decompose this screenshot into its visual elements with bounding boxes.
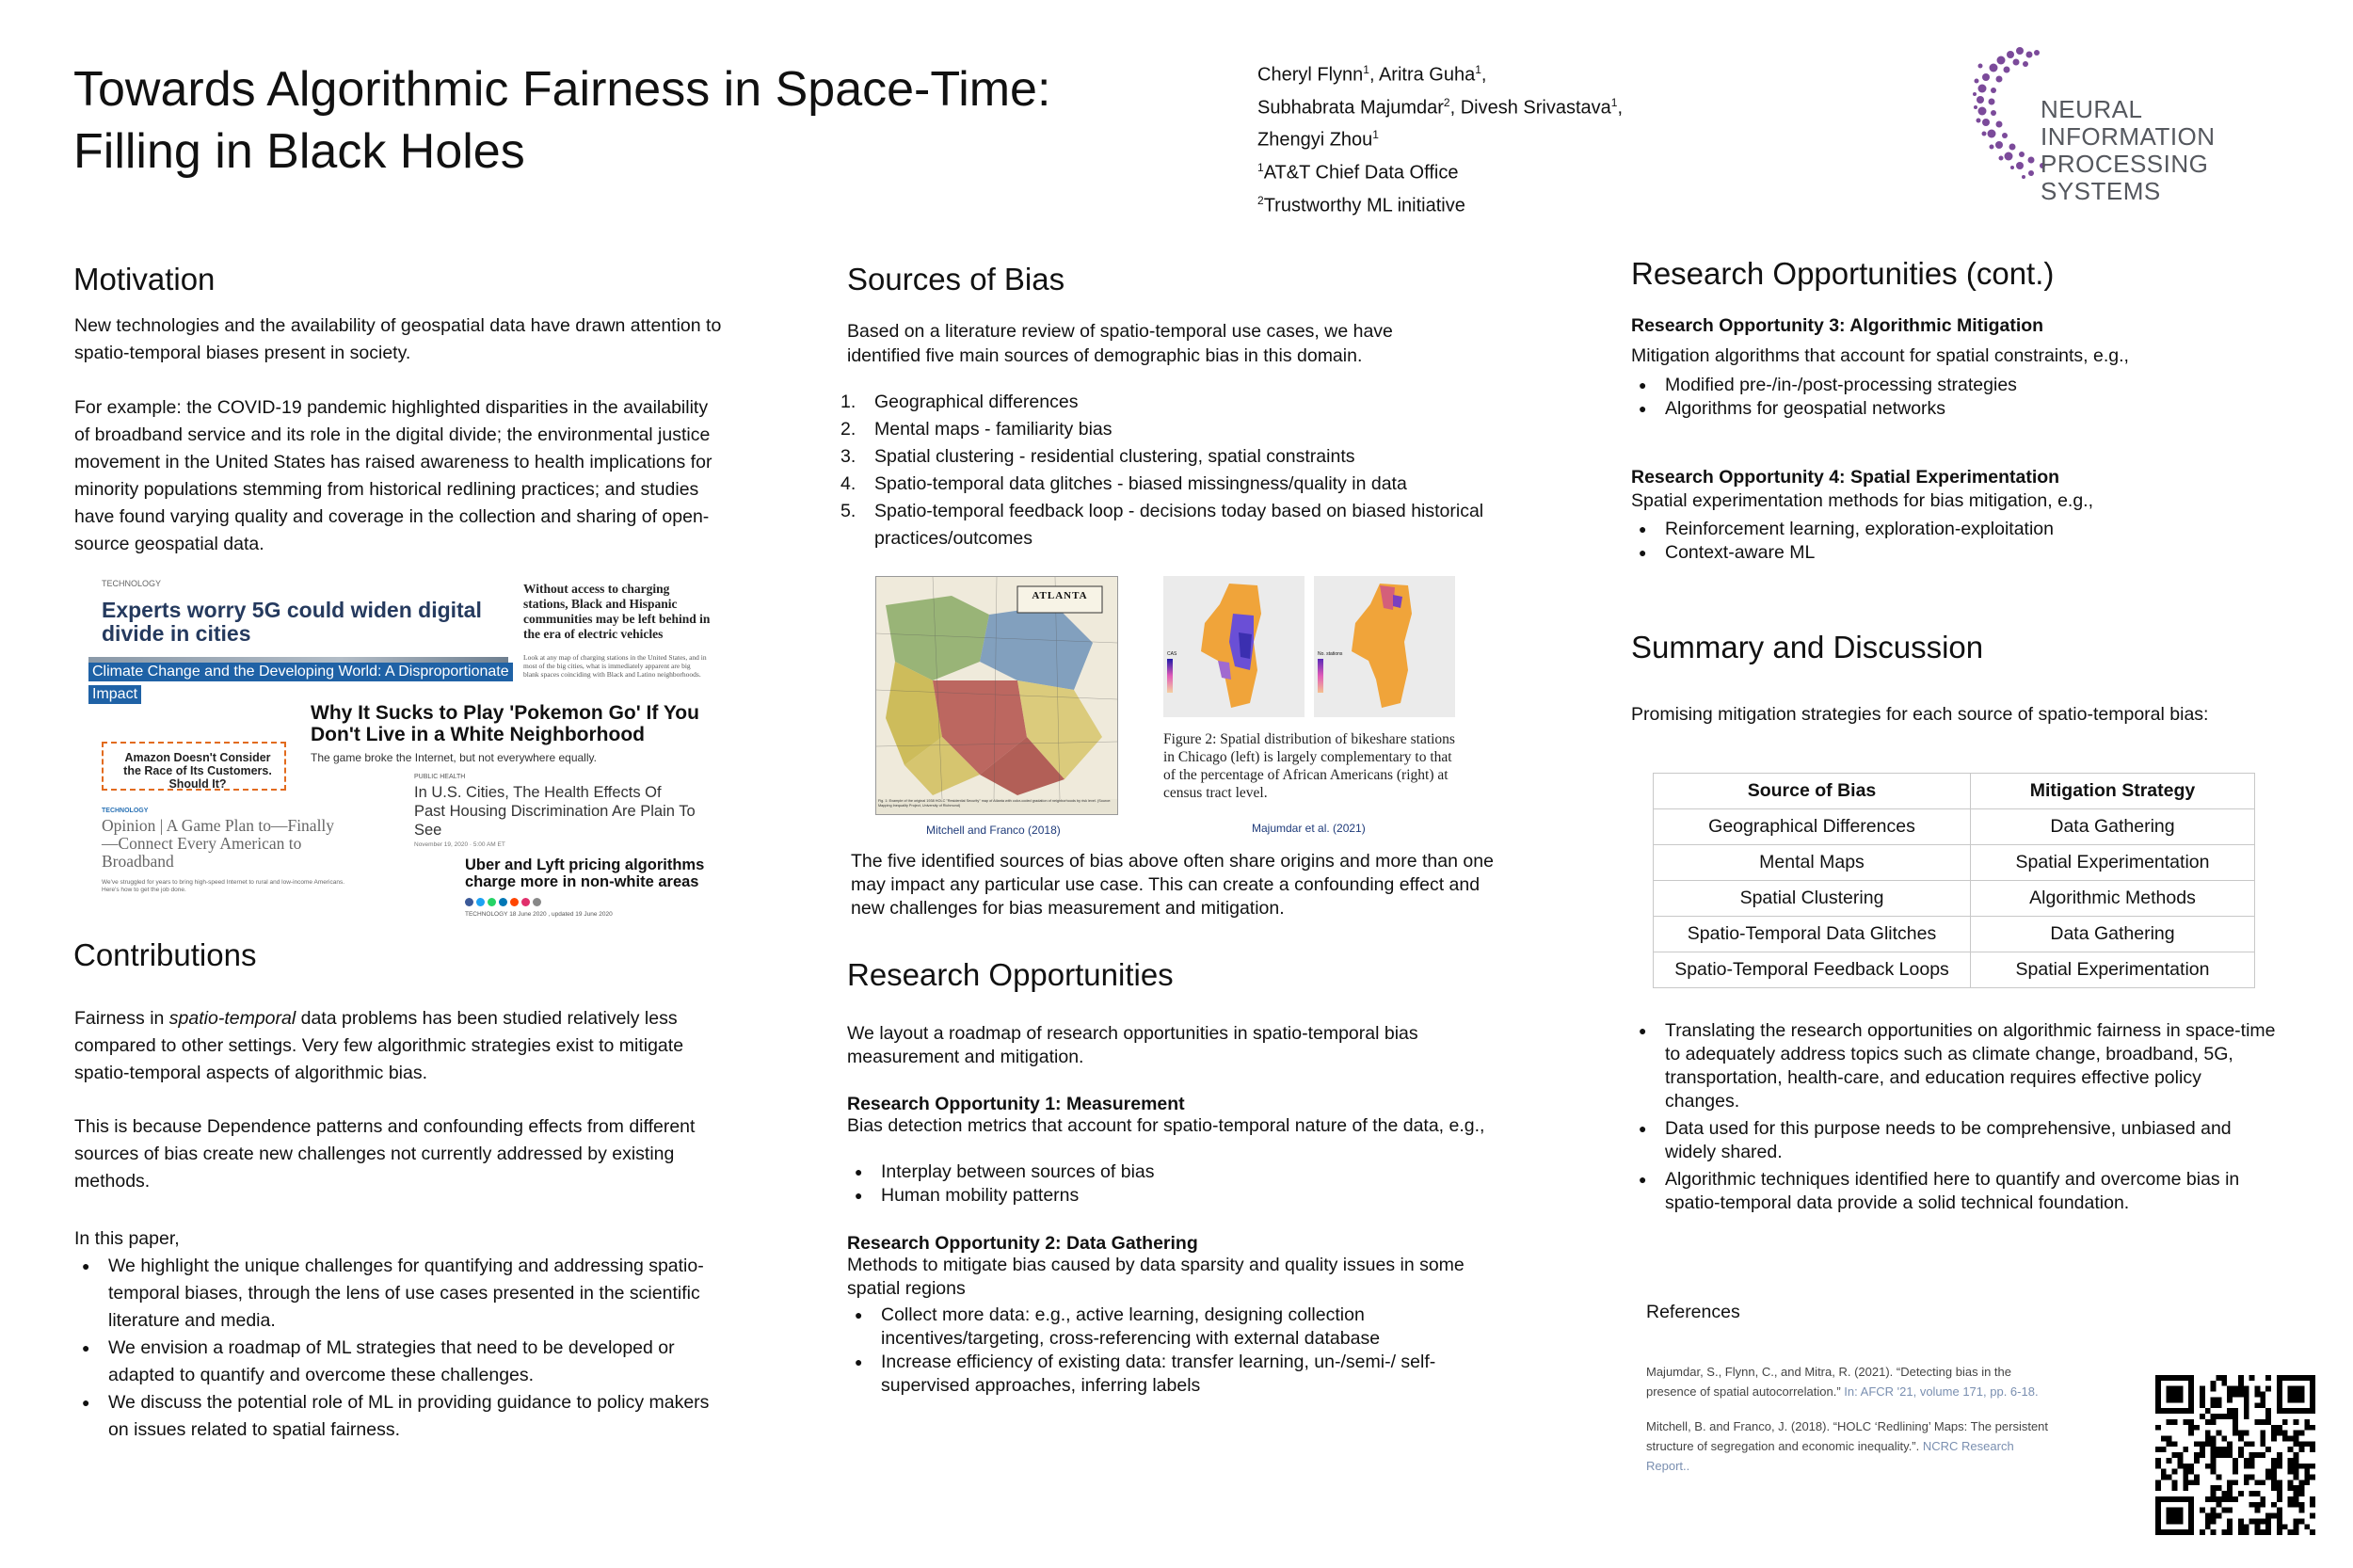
ro4-list <box>1631 518 2290 565</box>
collage-pokemon-sub: The game broke the Internet, but not everywhere equally. <box>311 751 597 764</box>
logo-text: NEURAL INFORMATION PROCESSING SYSTEMS <box>2041 95 2216 205</box>
qr-code-icon[interactable] <box>2155 1374 2315 1536</box>
table-cell: Spatial Clustering <box>1654 881 1971 917</box>
ro4-text: Spatial experimentation methods for bias mitigation, e.g., <box>1631 490 2094 511</box>
ro1-text: Bias detection metrics that account for spatio-temporal nature of the data, e.g., <box>847 1115 1485 1136</box>
table-cell: Mental Maps <box>1654 845 1971 881</box>
sources-heading: Sources of Bias <box>847 262 1065 296</box>
neurips-dots-logo-icon <box>1973 43 2048 194</box>
contributions-p3: In this paper, <box>74 1228 180 1249</box>
collage-ev-headline: Without access to charging stations, Black and Hispanic communities may be left behind in the era of electric vehicles <box>523 582 711 641</box>
summary-intro: Promising mitigation strategies for each source of spatio-temporal bias: <box>1631 704 2209 725</box>
list-item: ● Modified pre-/in-/post-processing strategies <box>1631 374 2290 397</box>
ro2-text: Methods to mitigate bias caused by data sparsity and quality issues in some spatial regions <box>847 1255 1465 1299</box>
author-line-3: Zhengyi Zhou$^1$ <box>1257 128 1379 151</box>
list-item: 4. Spatio-temporal data glitches - biased missingness/quality in data <box>840 473 1407 494</box>
collage-uber-headline: Uber and Lyft pricing algorithms charge more in non-white areas <box>465 856 705 890</box>
chicago-legend-2: No. stations <box>1318 651 1343 657</box>
research-intro: We layout a roadmap of research opportunities in spatio-temporal bias measurement and mitigation. <box>847 1023 1418 1067</box>
holc-map-caption: Fig. 1: Example of the original 1938 HOLC "Residential Security" map of Atlanta with color-coded gradation of neighborhoods by risk level. (Source: Mapping Inequality Project, University of Richmond) <box>878 799 1112 808</box>
list-item: 3. Spatial clustering - residential clustering, spatial constraints <box>840 446 1355 467</box>
ro4-title: Research Opportunity 4: Spatial Experimentation <box>1631 467 2060 488</box>
author-block <box>1257 56 1623 219</box>
table-row <box>1654 881 2255 917</box>
fig2-caption: Figure 2: Spatial distribution of bikeshare stations in Chicago (left) is largely complementary to that of the percentage of African Americans (right) at census tract level. <box>1163 731 1455 801</box>
table-row <box>1654 952 2255 988</box>
table-cell: Spatial Experimentation <box>1971 845 2255 881</box>
collage-housing-date: November 19, 2020 · 5:00 AM ET <box>414 841 505 848</box>
author-line-2: Subhabrata Majumdar$^2$, Divesh Srivastava$^1$, <box>1257 95 1623 119</box>
summary-heading: Summary and Discussion <box>1631 630 1984 664</box>
table-row <box>1654 845 2255 881</box>
facebook-icon <box>465 898 473 906</box>
chicago-map-left <box>1163 576 1305 717</box>
ro2-list <box>847 1304 1449 1398</box>
table-cell: Geographical Differences <box>1654 809 1971 845</box>
holc-map-image <box>876 577 1117 799</box>
motivation-p2: For example: the COVID-19 pandemic highlighted disparities in the availability of broadband service and its role in the digital divide; the environmental justice movement in the United States has raised awareness to health implications for minority populations stemming from historical redlining practices; and studies have found varying quality and coverage in the collection and sharing of open-source geospatial data. <box>74 397 712 554</box>
ro1-title: Research Opportunity 1: Measurement <box>847 1094 1185 1114</box>
chicago-maps-figure <box>1163 576 1455 719</box>
research-cont-heading: Research Opportunities (cont.) <box>1631 256 2055 291</box>
research-heading: Research Opportunities <box>847 957 1174 992</box>
sources-after: The five identified sources of bias above often share origins and more than one may impact any particular use case. This can create a confounding effect and new challenges for bias measurement and mitigation. <box>851 851 1494 919</box>
author-line-1: Cheryl Flynn$^1$, Aritra Guha$^1$, <box>1257 63 1487 86</box>
reddit-icon <box>510 898 519 906</box>
collage-pokemon-headline: Why It Sucks to Play 'Pokemon Go' If You Don't Live in a White Neighborhood <box>311 702 699 745</box>
reference-2: Mitchell, B. and Franco, J. (2018). “HOLC ‘Redlining’ Maps: The persistent structure of segregation and economic inequality.”. NCRC Research Report.. <box>1646 1419 2049 1473</box>
list-item: ● Reinforcement learning, exploration-exploitation <box>1631 518 2290 541</box>
list-item: 1. Geographical differences <box>840 392 1079 412</box>
table-header-strategy: Mitigation Strategy <box>1971 774 2255 809</box>
ro3-list <box>1631 374 2290 421</box>
ro3-title: Research Opportunity 3: Algorithmic Mitigation <box>1631 315 2044 336</box>
collage-opinion-headline: Opinion | A Game Plan to—Finally—Connect Every American to Broadband <box>102 816 335 871</box>
reference-2-link[interactable]: NCRC Research Report.. <box>1646 1439 2014 1473</box>
neurips-logo <box>1973 43 2312 205</box>
table-cell: Spatial Experimentation <box>1971 952 2255 988</box>
motivation-p1: New technologies and the availability of geospatial data have drawn attention to spatio-temporal biases present in society. <box>74 315 722 363</box>
collage-climate-banner-2: Impact <box>88 685 141 704</box>
mitigation-table <box>1653 773 2255 988</box>
collage-5g-headline: Experts worry 5G could widen digital divide in cities <box>102 598 482 646</box>
list-item: ● Algorithms for geospatial networks <box>1631 397 2290 421</box>
collage-public-health-tag: PUBLIC HEALTH <box>414 774 466 780</box>
table-cell: Data Gathering <box>1971 917 2255 952</box>
news-collage <box>88 576 712 924</box>
poster-title <box>73 58 1050 183</box>
contributions-p1: Fairness in spatio-temporal data problems has been studied relatively less compared to other settings. Very few algorithmic strategies exist to mitigate spatio-temporal aspects of algorithmic bias. <box>74 1008 684 1083</box>
list-item: 2. Mental maps - familiarity bias <box>840 419 1112 440</box>
affiliation-2: $^2$Trustworthy ML initiative <box>1257 193 1465 216</box>
holc-map-figure <box>875 576 1118 815</box>
table-cell: Algorithmic Methods <box>1971 881 2255 917</box>
collage-ev-body: Look at any map of charging stations in the United States, and in most of the big cities, what is immediately apparent are big blank spaces coinciding with Black and Latino neighborhoods. <box>523 653 707 679</box>
chicago-legend-1-scale <box>1167 659 1173 693</box>
motivation-heading: Motivation <box>73 262 216 296</box>
ro2-title: Research Opportunity 2: Data Gathering <box>847 1233 1198 1254</box>
list-item: 5. Spatio-temporal feedback loop - decisions today based on biased historical practices/outcomes <box>840 501 1484 549</box>
list-item: ● Algorithmic techniques identified here to quantify and overcome bias in spatio-temporal data provide a solid technical foundation. <box>1631 1168 2281 1215</box>
list-item: ● Human mobility patterns <box>847 1184 1487 1208</box>
title-line-2: Filling in Black Holes <box>73 124 525 179</box>
reference-1: Majumdar, S., Flynn, C., and Mitra, R. (2021). “Detecting bias in the presence of spatial autocorrelation.” In: AFCR '21, volume 171, pp. 6-18. <box>1646 1365 2039 1399</box>
chicago-legend-2-scale <box>1318 659 1323 693</box>
list-item: ● Increase efficiency of existing data: transfer learning, un-/semi-/ self-supervised approaches, inferring labels <box>847 1351 1449 1398</box>
twitter-icon <box>476 898 485 906</box>
chicago-bikeshare-map <box>1163 576 1305 717</box>
references-heading: References <box>1646 1302 1740 1322</box>
collage-uber-meta: TECHNOLOGY 18 June 2020 , updated 19 June 2020 <box>465 911 613 918</box>
email-icon <box>533 898 541 906</box>
contributions-list <box>74 1253 733 1444</box>
whatsapp-icon <box>488 898 496 906</box>
list-item: ● Data used for this purpose needs to be comprehensive, unbiased and widely shared. <box>1631 1117 2281 1164</box>
fig2-credit: Majumdar et al. (2021) <box>1252 822 1366 835</box>
chicago-legend-1: CAS <box>1167 651 1177 657</box>
chicago-african-american-map <box>1314 576 1455 717</box>
collage-housing-headline: In U.S. Cities, The Health Effects Of Past Housing Discrimination Are Plain To See <box>414 784 696 839</box>
table-row <box>1654 809 2255 845</box>
collage-amazon-headline: Amazon Doesn't Consider the Race of Its Customers. Should It? <box>123 751 272 791</box>
contributions-p2: This is because Dependence patterns and confounding effects from different sources of bias create new challenges not currently addressed by existing methods. <box>74 1116 696 1192</box>
collage-share-icons <box>465 898 541 906</box>
table-cell: Spatio-Temporal Data Glitches <box>1654 917 1971 952</box>
chicago-map-right <box>1314 576 1455 717</box>
collage-climate-banner: Climate Change and the Developing World: A Disproportionate <box>88 663 513 681</box>
fig1-credit: Mitchell and Franco (2018) <box>926 824 1061 837</box>
qr-code-image <box>2155 1374 2315 1536</box>
list-item: ● We highlight the unique challenges for quantifying and addressing spatio-temporal biases, through the lens of use cases presented in the scientific literature and media. <box>74 1253 733 1335</box>
sources-list <box>840 389 1499 552</box>
list-item: ● Interplay between sources of bias <box>847 1160 1487 1184</box>
collage-tech-tag: TECHNOLOGY <box>102 579 162 588</box>
collage-opinion-sub: We've struggled for years to bring high-speed Internet to rural and low-income Americans. Here's how to get the job done. <box>102 879 345 893</box>
affiliation-1: $^1$AT&T Chief Data Office <box>1257 160 1459 184</box>
sources-intro: Based on a literature review of spatio-temporal use cases, we have identified five main sources of demographic bias in this domain. <box>847 321 1393 366</box>
pinterest-icon <box>521 898 530 906</box>
collage-tech-tag-2: TECHNOLOGY <box>102 808 149 814</box>
list-item: ● Context-aware ML <box>1631 541 2290 565</box>
list-item: ● We discuss the potential role of ML in providing guidance to policy makers on issues related to spatial fairness. <box>74 1389 733 1444</box>
title-line-1: Towards Algorithmic Fairness in Space-Time: <box>73 62 1051 117</box>
list-item: ● We envision a roadmap of ML strategies that need to be developed or adapted to quantify and overcome these challenges. <box>74 1335 733 1389</box>
list-item: ● Collect more data: e.g., active learning, designing collection incentives/targeting, cross-referencing with external database <box>847 1304 1449 1351</box>
ro1-list <box>847 1160 1487 1208</box>
table-cell: Spatio-Temporal Feedback Loops <box>1654 952 1971 988</box>
reference-1-link[interactable]: In: AFCR '21, volume 171, pp. 6-18. <box>1840 1384 2039 1399</box>
list-item: ● Translating the research opportunities on algorithmic fairness in space-time to adequately address topics such as climate change, broadband, 5G, transportation, health-care, and education requires effective policy changes. <box>1631 1019 2281 1113</box>
table-cell: Data Gathering <box>1971 809 2255 845</box>
table-row <box>1654 917 2255 952</box>
ro3-text: Mitigation algorithms that account for spatial constraints, e.g., <box>1631 345 2129 366</box>
contributions-heading: Contributions <box>73 937 257 972</box>
table-header-row <box>1654 774 2255 809</box>
linkedin-icon <box>499 898 507 906</box>
table-header-source: Source of Bias <box>1654 774 1971 809</box>
summary-list <box>1631 1019 2281 1215</box>
holc-map-title: ATLANTA <box>1032 590 1088 601</box>
